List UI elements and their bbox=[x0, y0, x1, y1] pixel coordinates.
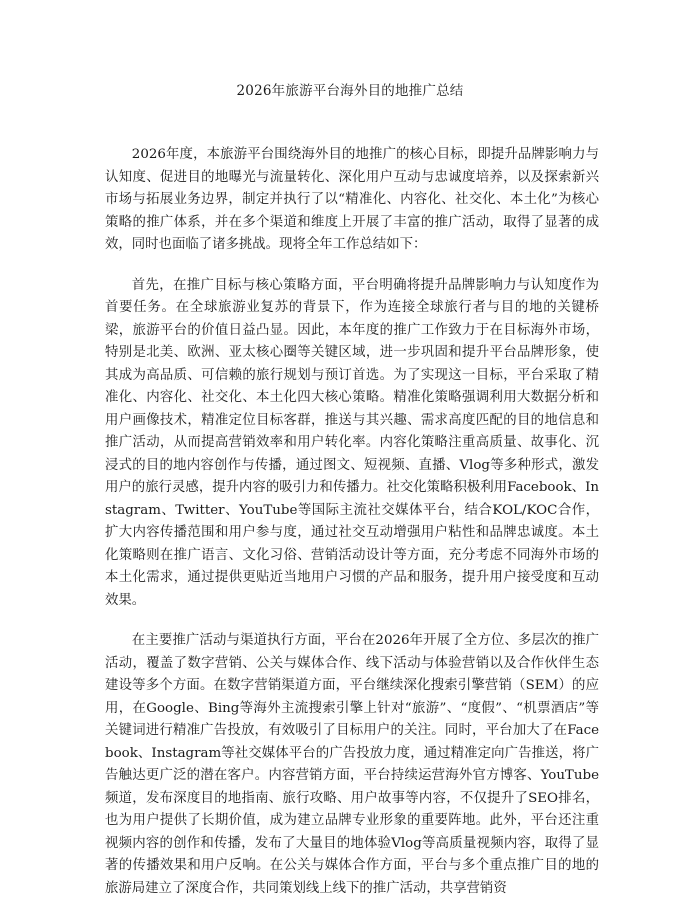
intro-paragraph: 2026年度，本旅游平台围绕海外目的地推广的核心目标，即提升品牌影响力与认知度、促进目的地曝光与流量转化、深化用户互动与忠诚度培养，以及探索新兴市场与拓展业务边界，制定并执行了以“精准化、内容化、社交化、本土化”为核心策略的推广体系，并在多个渠道和维度上开展了丰富的推广活动，取得了显著的成效，同时也面临了诸多挑战。现将全年工作总结如下： bbox=[105, 147, 599, 252]
activities-paragraph: 在主要推广活动与渠道执行方面，平台在2026年开展了全方位、多层次的推广活动，覆盖了数字营销、公关与媒体合作、线下活动与体验营销以及合作伙伴生态建设等多个方面。在数字营销渠道方面，平台继续深化搜索引擎营销（SEM）的应用，在Google、Bing等海外主流搜索引擎上针对“旅游”、“度假”、“机票酒店”等关键词进行精准广告投放，有效吸引了目标用户的关注。同时，平台加大了在Facebook、Instagram等社交媒体平台的广告投放力度，通过精准定向广告推送，将广告触达更广泛的潜在客户。内容营销方面，平台持续运营海外官方博客、YouTube频道，发布深度目的地指南、旅行攻略、用户故事等内容，不仅提升了SEO排名，也为用户提供了长期价值，成为建立品牌专业形象的重要阵地。此外，平台还注重视频内容的创作和传播，发布了大量目的地体验Vlog等高质量视频内容，取得了显著的传播效果和用户反响。在公关与媒体合作方面，平台与多个重点推广目的地的旅游局建立了深度合作，共同策划线上线下的推广活动，共享营销资 bbox=[105, 633, 599, 896]
strategy-paragraph: 首先，在推广目标与核心策略方面，平台明确将提升品牌影响力与认知度作为首要任务。在全球旅游业复苏的背景下，作为连接全球旅行者与目的地的关键桥梁，旅游平台的价值日益凸显。因此，本年度的推广工作致力于在目标海外市场，特别是北美、欧洲、亚太核心圈等关键区域，进一步巩固和提升平台品牌形象，使其成为高品质、可信赖的旅行规划与预订首选。为了实现这一目标，平台采取了精准化、内容化、社交化、本土化四大核心策略。精准化策略强调利用大数据分析和用户画像技术，精准定位目标客群，推送与其兴趣、需求高度匹配的目的地信息和推广活动，从而提高营销效率和用户转化率。内容化策略注重高质量、故事化、沉浸式的目的地内容创作与传播，通过图文、短视频、直播、Vlog等多种形式，激发用户的旅行灵感，提升内容的吸引力和传播力。社交化策略积极利用Facebook、Instagram、Twitter、YouTube等国际主流社交媒体平台，结合KOL/KOC合作，扩大内容传播范围和用户参与度，通过社交互动增强用户粘性和品牌忠诚度。本土化策略则在推广语言、文化习俗、营销活动设计等方面，充分考虑不同海外市场的本土化需求，通过提供更贴近当地用户习惯的产品和服务，提升用户接受度和互动效果。 bbox=[105, 277, 599, 608]
document-body bbox=[105, 144, 599, 900]
document-title: 2026年旅游平台海外目的地推广总结 bbox=[236, 83, 464, 99]
